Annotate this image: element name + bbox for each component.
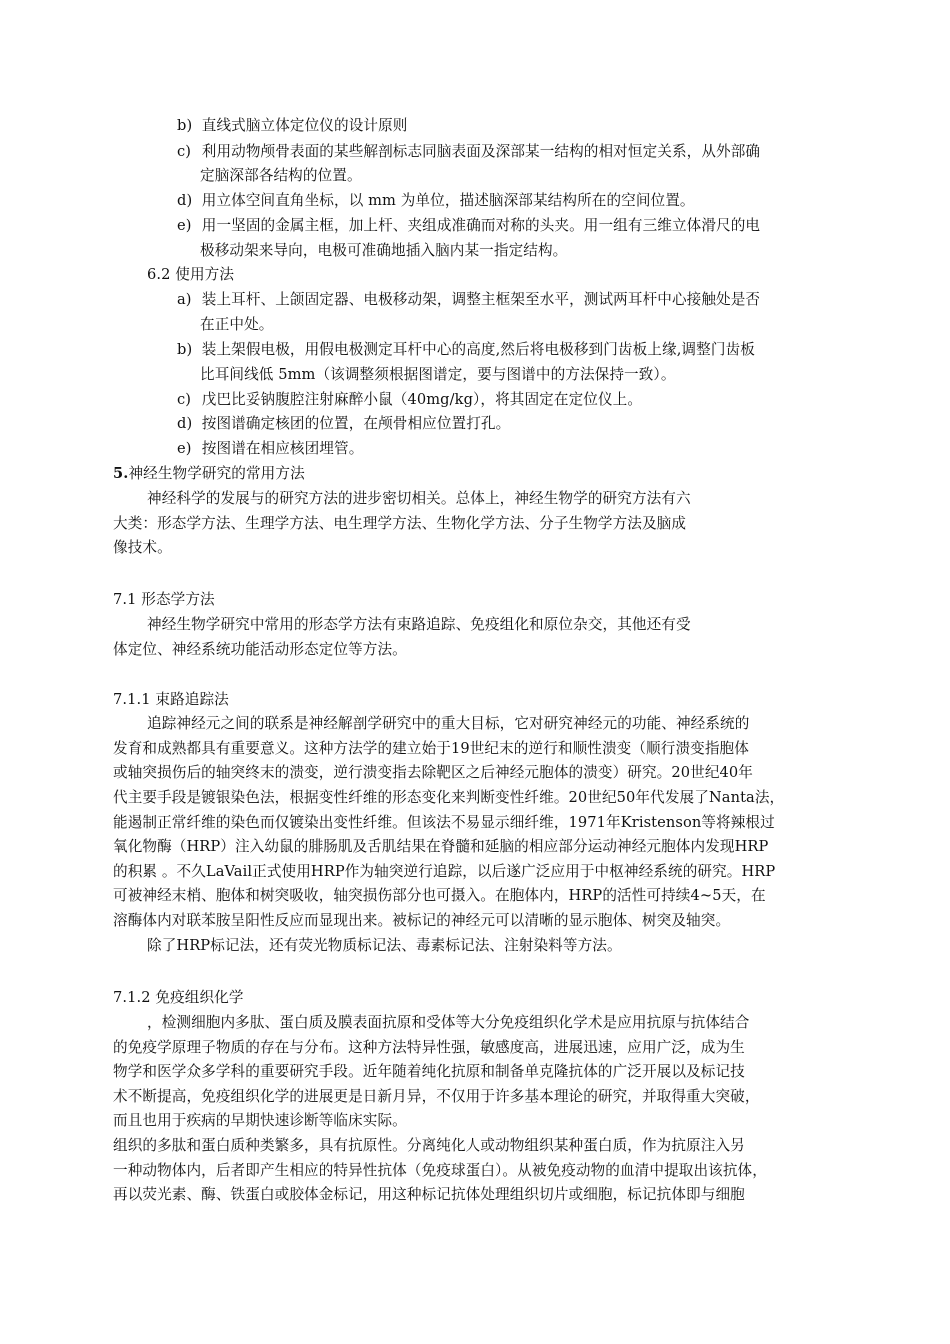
section-heading-6-2: 6.2 使用方法 <box>147 266 235 283</box>
paragraph-line: 的积累 。不久LaVail正式使用HRP作为轴突逆行追踪，以后遂广泛应用于中枢神经系统的研究。HRP <box>113 863 776 880</box>
list-label: e) <box>177 217 192 234</box>
list-label: d) <box>177 192 193 209</box>
paragraph-line: 氧化物酶（HRP）注入幼鼠的腓肠肌及舌肌结果在脊髓和延脑的相应部分运动神经元胞体内发现HRP <box>113 838 769 855</box>
list-item-d <box>177 191 695 211</box>
list-item-a-cont: 在正中处。 <box>200 316 274 333</box>
list-item-c-cont: 定脑深部各结构的位置。 <box>200 167 362 184</box>
list-text: 利用动物颅骨表面的某些解剖标志同脑表面及深部某一结构的相对恒定关系，从外部确 <box>201 143 761 160</box>
list-label: c) <box>177 391 192 408</box>
section-heading-5 <box>113 464 305 484</box>
list-item-e <box>177 216 760 236</box>
list-item-b <box>177 340 755 360</box>
paragraph-line: 大类：形态学方法、生理学方法、电生理学方法、生物化学方法、分子生物学方法及脑成 <box>113 515 687 532</box>
paragraph-line: 而且也用于疾病的早期快速诊断等临床实际。 <box>113 1112 407 1129</box>
paragraph-line: 除了HRP标记法，还有荧光物质标记法、毒素标记法、注射染料等方法。 <box>147 937 622 954</box>
list-item-a <box>177 290 760 310</box>
paragraph-line: 追踪神经元之间的联系是神经解剖学研究中的重大目标，它对研究神经元的功能、神经系统的 <box>147 715 750 732</box>
list-item-b <box>177 116 407 136</box>
paragraph-line: 再以荧光素、酶、铁蛋白或胶体金标记，用这种标记抗体处理组织切片或细胞，标记抗体即与细胞 <box>113 1186 745 1203</box>
list-text: 按图谱在相应核团埋管。 <box>201 440 364 457</box>
list-item-b-cont: 比耳间线低 5mm（该调整须根据图谱定，要与图谱中的方法保持一致）。 <box>200 366 676 383</box>
paragraph-line: 一种动物体内，后者即产生相应的特异性抗体（免疫球蛋白）。从被免疫动物的血清中提取出该抗体， <box>113 1162 767 1179</box>
paragraph-line: 的免疫学原理子物质的存在与分布。这种方法特异性强，敏感度高，进展迅速，应用广泛，成为生 <box>113 1039 745 1056</box>
paragraph-line: 术不断提高，免疫组织化学的进展更是日新月异，不仅用于许多基本理论的研究，并取得重大突破， <box>113 1088 760 1105</box>
paragraph-line: 溶酶体内对联苯胺呈阳性反应而显现出来。被标记的神经元可以清晰的显示胞体、树突及轴突。 <box>113 912 731 929</box>
paragraph-line: 像技术。 <box>113 539 172 556</box>
paragraph-line: 可被神经末梢、胞体和树突吸收，轴突损伤部分也可摄入。在胞体内，HRP的活性可持续4~5天，在 <box>113 887 766 904</box>
section-heading-7-1: 7.1 形态学方法 <box>113 591 215 608</box>
paragraph-line: 发育和成熟都具有重要意义。这种方法学的建立始于19世纪末的逆行和顺性溃变（顺行溃变指胞体 <box>113 740 749 757</box>
list-text: 装上架假电极，用假电极测定耳杆中心的高度,然后将电极移到门齿板上缘,调整门齿板 <box>201 341 755 358</box>
list-item-d <box>177 414 510 434</box>
list-text: 装上耳杆、上颌固定器、电极移动架，调整主框架至水平，测试两耳杆中心接触处是否 <box>201 291 761 308</box>
list-label: b) <box>177 341 193 358</box>
section-title: 神经生物学研究的常用方法 <box>128 465 305 482</box>
paragraph-line: 代主要手段是镀银染色法，根据变性纤维的形态变化来判断变性纤维。20世纪50年代发展了Nanta法， <box>113 789 785 806</box>
paragraph-line: 或轴突损伤后的轴突终末的溃变，逆行溃变指去除靶区之后神经元胞体的溃变）研究。20世纪40年 <box>113 764 753 781</box>
list-item-c <box>177 142 760 162</box>
paragraph-line: 体定位、神经系统功能活动形态定位等方法。 <box>113 641 407 658</box>
list-label: d) <box>177 415 193 432</box>
paragraph-line: 神经生物学研究中常用的形态学方法有束路追踪、免疫组化和原位杂交，其他还有受 <box>147 616 691 633</box>
list-item-e <box>177 439 363 459</box>
list-label: e) <box>177 440 192 457</box>
section-heading-7-1-2: 7.1.2 免疫组织化学 <box>113 989 244 1006</box>
paragraph-line: 物学和医学众多学科的重要研究手段。近年随着纯化抗原和制备单克隆抗体的广泛开展以及标记技 <box>113 1063 745 1080</box>
paragraph-line: 能遏制正常纤维的染色而仅镀染出变性纤维。但该法不易显示细纤维，1971年Kristenson等将辣根过 <box>113 814 775 831</box>
list-label: a) <box>177 291 192 308</box>
list-text: 直线式脑立体定位仪的设计原则 <box>201 117 408 134</box>
list-item-c <box>177 390 642 410</box>
list-item-e-cont: 极移动架来导向，电极可准确地插入脑内某一指定结构。 <box>200 242 568 259</box>
list-text: 用一坚固的金属主框，加上杆、夹组成准确而对称的头夹。用一组有三维立体滑尺的电 <box>201 217 761 234</box>
list-label: c) <box>177 143 192 160</box>
paragraph-line: 神经科学的发展与的研究方法的进步密切相关。总体上，神经生物学的研究方法有六 <box>147 490 691 507</box>
list-label: b) <box>177 117 193 134</box>
section-heading-7-1-1: 7.1.1 束路追踪法 <box>113 691 229 708</box>
paragraph-line: ，检测细胞内多肽、蛋白质及膜表面抗原和受体等大分免疫组织化学术是应用抗原与抗体结合 <box>147 1014 750 1031</box>
list-text: 用立体空间直角坐标，以 mm 为单位，描述脑深部某结构所在的空间位置。 <box>201 192 695 209</box>
list-text: 按图谱确定核团的位置，在颅骨相应位置打孔。 <box>201 415 511 432</box>
list-text: 戊巴比妥钠腹腔注射麻醉小鼠（40mg/kg），将其固定在定位仪上。 <box>201 391 643 408</box>
section-number: 5. <box>113 465 129 482</box>
paragraph-line: 组织的多肽和蛋白质种类繁多，具有抗原性。分离纯化人或动物组织某种蛋白质，作为抗原注入另 <box>113 1137 745 1154</box>
